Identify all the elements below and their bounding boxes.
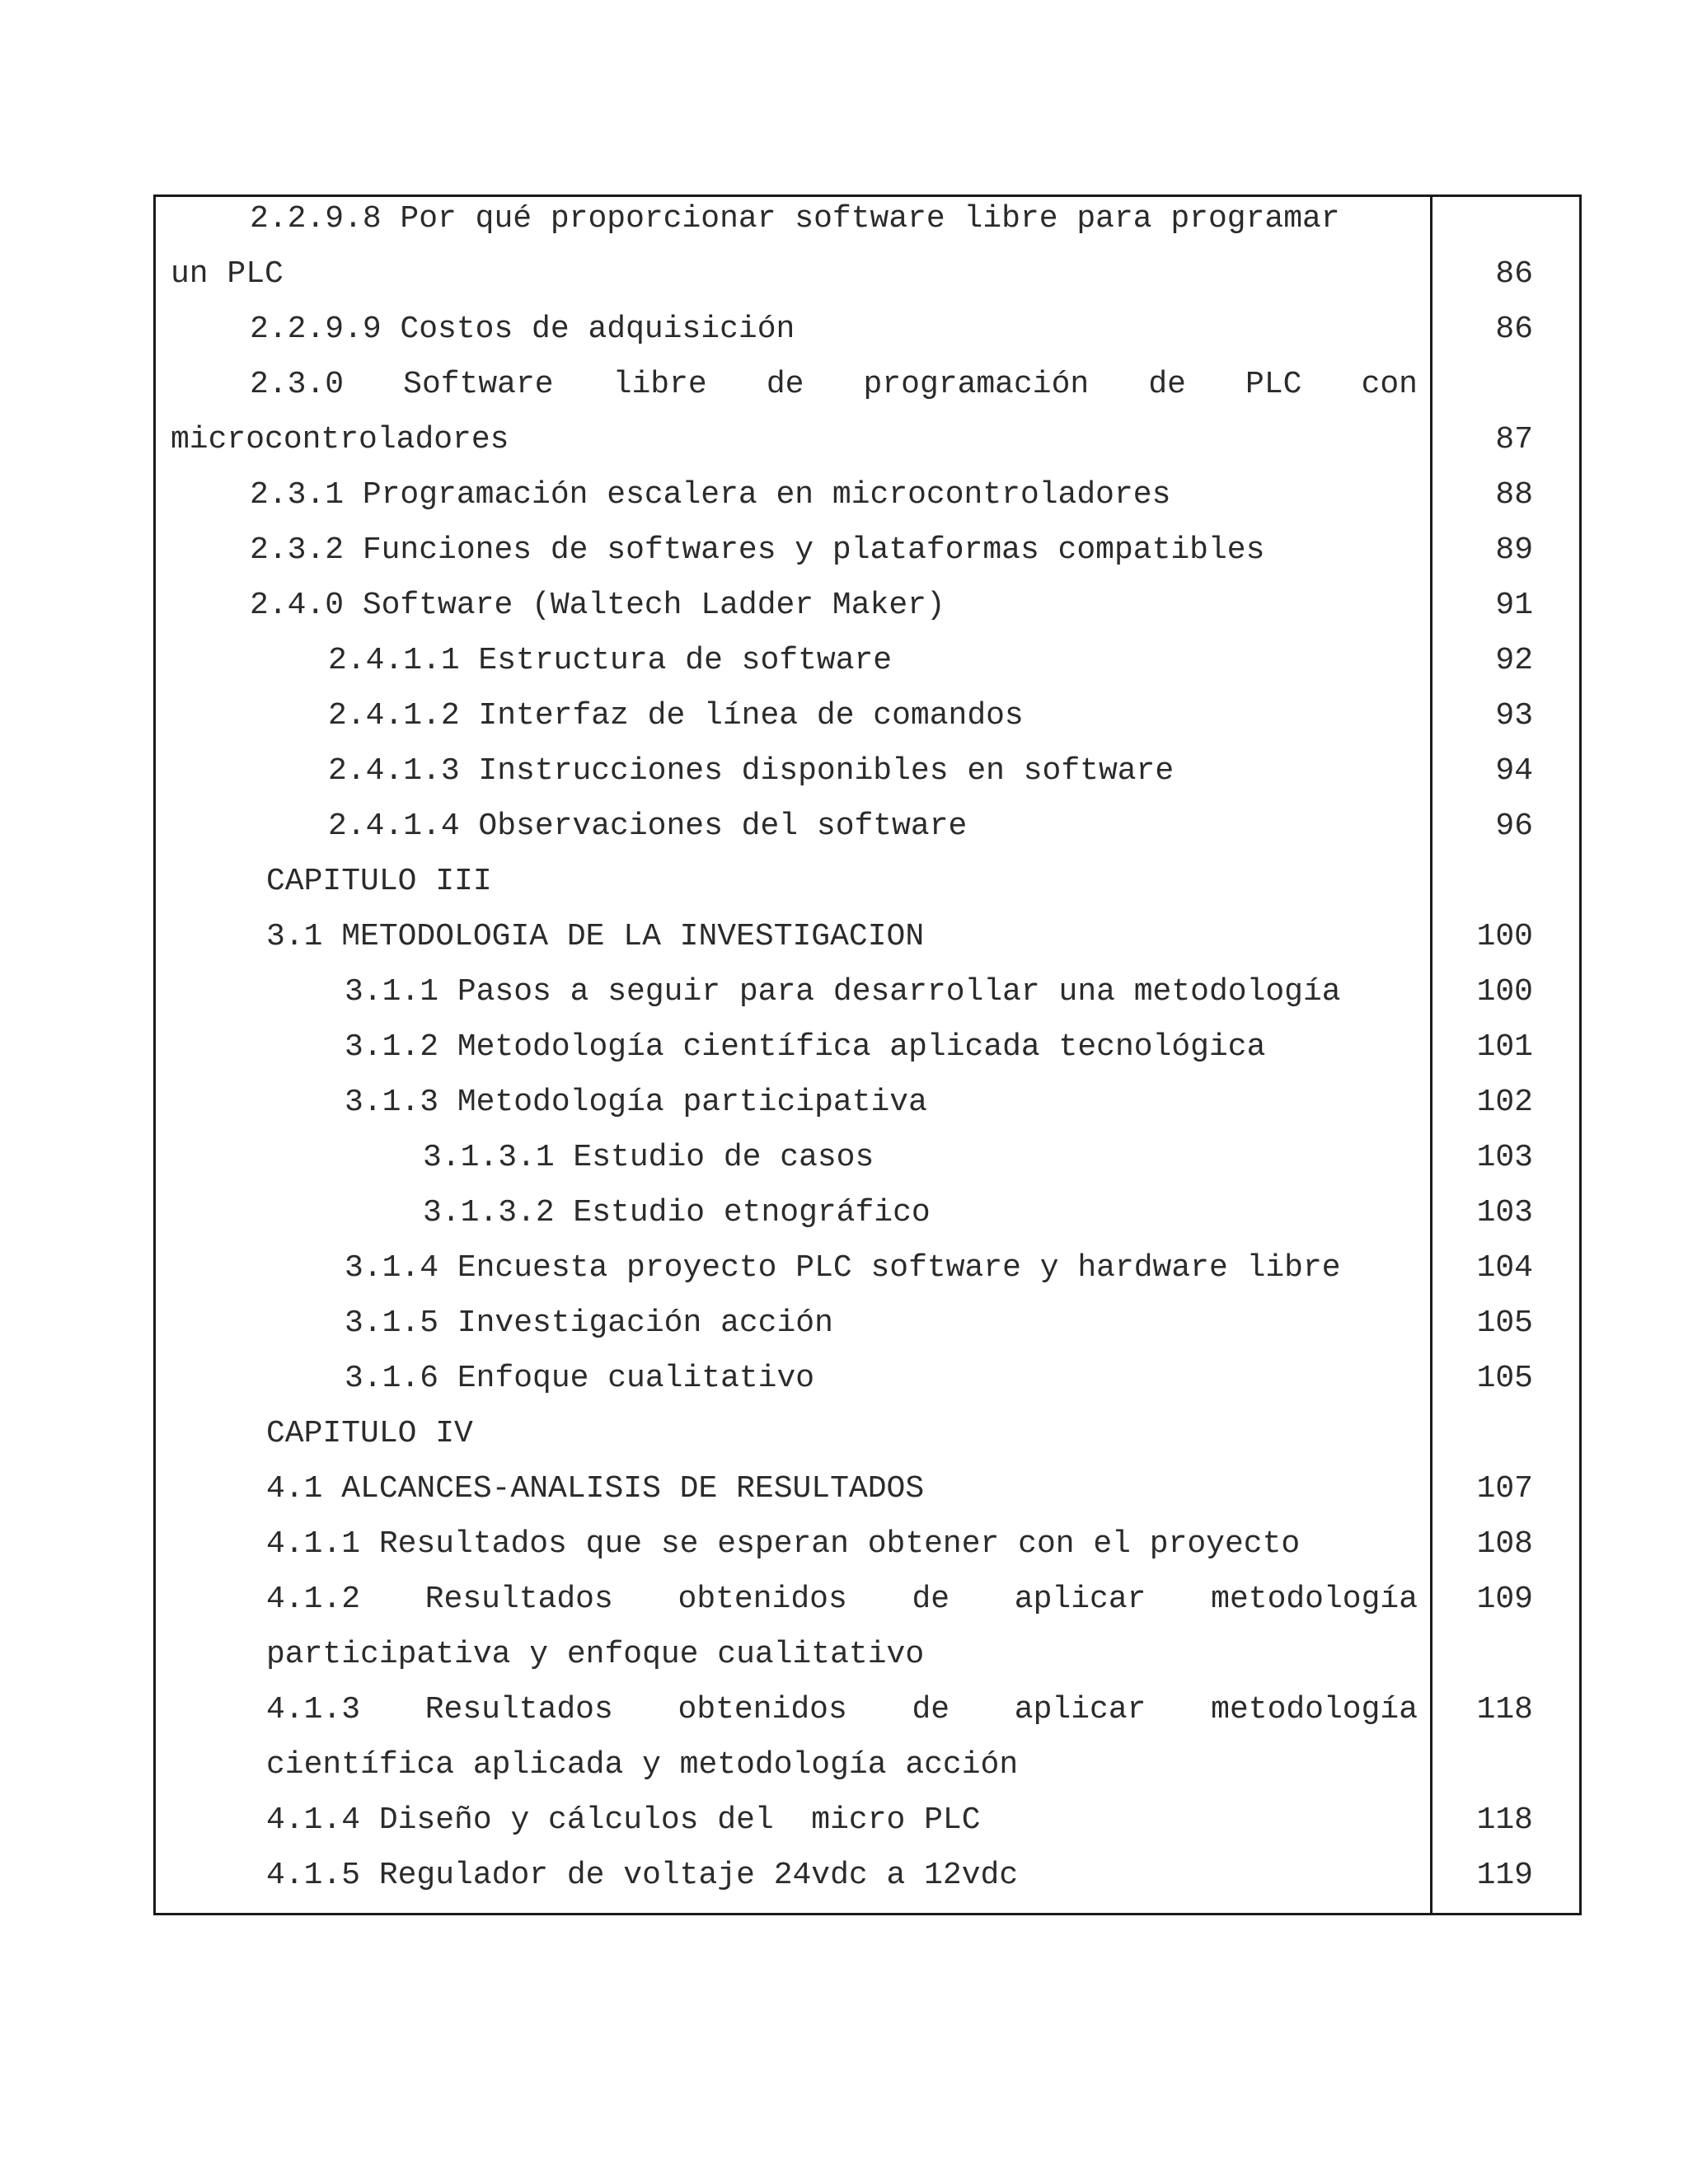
toc-page-number: 103: [1476, 1140, 1533, 1175]
toc-entry-text: 4.1.4 Diseño y cálculos del micro PLC: [266, 1802, 981, 1838]
toc-word: de: [1148, 367, 1186, 402]
toc-word: de: [912, 1692, 950, 1727]
toc-entry-text: 2.4.0 Software (Waltech Ladder Maker): [250, 588, 945, 623]
toc-word: de: [766, 367, 804, 402]
toc-page-number: 107: [1476, 1471, 1533, 1507]
toc-entry-text: 3.1.3 Metodología participativa: [345, 1085, 927, 1120]
toc-page-number: 105: [1476, 1305, 1533, 1341]
toc-page-number: 91: [1495, 588, 1533, 623]
toc-entry-text: 3.1.3.2 Estudio etnográfico: [423, 1195, 931, 1230]
toc-page-number: 104: [1476, 1250, 1533, 1286]
toc-entry-text: 2.2.9.8 Por qué proporcionar software libre para programar: [250, 201, 1340, 237]
toc-word: de: [912, 1582, 950, 1617]
toc-page-number: 118: [1476, 1802, 1533, 1838]
toc-page-number: 94: [1495, 753, 1533, 789]
table-of-contents: [153, 194, 1582, 1915]
toc-entry-text: participativa y enfoque cualitativo: [266, 1637, 925, 1672]
chapter-heading: CAPITULO IV: [266, 1416, 473, 1451]
toc-page-number: 100: [1476, 919, 1533, 954]
toc-word: programación: [863, 367, 1090, 402]
toc-page-number: 118: [1476, 1692, 1533, 1727]
toc-entry-text: 3.1.3.1 Estudio de casos: [423, 1140, 874, 1175]
toc-page-number: 86: [1495, 256, 1533, 292]
column-divider: [1430, 197, 1432, 1913]
toc-entry-text: un PLC: [171, 256, 284, 292]
toc-entry-text: 3.1.5 Investigación acción: [345, 1305, 833, 1341]
toc-entry-text: 4.1.1 Resultados que se esperan obtener con el proyecto: [266, 1526, 1301, 1562]
toc-word: 2.3.0: [250, 367, 345, 402]
toc-entry-text: 3.1.4 Encuesta proyecto PLC software y hardware libre: [345, 1250, 1341, 1286]
toc-entry-justified: [266, 1584, 1418, 1615]
toc-page-number: 87: [1495, 422, 1533, 457]
toc-page-number: 101: [1476, 1029, 1533, 1065]
toc-entry-justified: [250, 369, 1418, 401]
toc-page-number: 93: [1495, 698, 1533, 733]
toc-entry-text: 2.4.1.3 Instrucciones disponibles en software: [328, 753, 1175, 789]
toc-page-number: 92: [1495, 643, 1533, 678]
toc-entry-text: científica aplicada y metodología acción: [266, 1747, 1019, 1783]
toc-word: aplicar: [1014, 1692, 1146, 1727]
toc-entry-text: 3.1.6 Enfoque cualitativo: [345, 1361, 815, 1396]
toc-entry-text: 4.1 ALCANCES-ANALISIS DE RESULTADOS: [266, 1471, 925, 1507]
toc-entry-text: 2.4.1.2 Interfaz de línea de comandos: [328, 698, 1024, 733]
toc-word: Resultados: [424, 1582, 613, 1617]
toc-page-number: 89: [1495, 532, 1533, 568]
toc-entry-text: 2.3.1 Programación escalera en microcontroladores: [250, 477, 1171, 513]
toc-entry-text: 3.1.2 Metodología científica aplicada tecnológica: [345, 1029, 1266, 1065]
toc-word: Software: [403, 367, 554, 402]
toc-word: Resultados: [424, 1692, 613, 1727]
toc-word: libre: [612, 367, 707, 402]
chapter-heading: CAPITULO III: [266, 864, 492, 899]
toc-page-number: 102: [1476, 1085, 1533, 1120]
toc-page-number: 103: [1476, 1195, 1533, 1230]
toc-page-number: 109: [1476, 1582, 1533, 1617]
toc-page-number: 105: [1476, 1361, 1533, 1396]
toc-entry-text: 4.1.5 Regulador de voltaje 24vdc a 12vdc: [266, 1858, 1019, 1893]
toc-entry-text: 2.3.2 Funciones de softwares y plataformas compatibles: [250, 532, 1265, 568]
toc-word: 4.1.3: [266, 1692, 361, 1727]
toc-word: con: [1361, 367, 1418, 402]
toc-entry-text: 3.1.1 Pasos a seguir para desarrollar una metodología: [345, 974, 1341, 1010]
toc-entry-text: 2.4.1.4 Observaciones del software: [328, 808, 968, 844]
toc-entry-justified: [266, 1694, 1418, 1726]
toc-word: 4.1.2: [266, 1582, 361, 1617]
toc-page-number: 88: [1495, 477, 1533, 513]
toc-word: metodología: [1211, 1692, 1418, 1727]
toc-page-number: 108: [1476, 1526, 1533, 1562]
toc-page-number: 96: [1495, 808, 1533, 844]
toc-page-number: 86: [1495, 312, 1533, 347]
toc-word: obtenidos: [678, 1582, 847, 1617]
toc-page-number: 119: [1476, 1858, 1533, 1893]
toc-entry-text: microcontroladores: [171, 422, 509, 457]
toc-word: metodología: [1211, 1582, 1418, 1617]
toc-word: obtenidos: [678, 1692, 847, 1727]
toc-word: PLC: [1245, 367, 1302, 402]
toc-entry-text: 2.4.1.1 Estructura de software: [328, 643, 893, 678]
toc-entry-text: 3.1 METODOLOGIA DE LA INVESTIGACION: [266, 919, 925, 954]
toc-entry-text: 2.2.9.9 Costos de adquisición: [250, 312, 795, 347]
toc-word: aplicar: [1014, 1582, 1146, 1617]
toc-page-number: 100: [1476, 974, 1533, 1010]
